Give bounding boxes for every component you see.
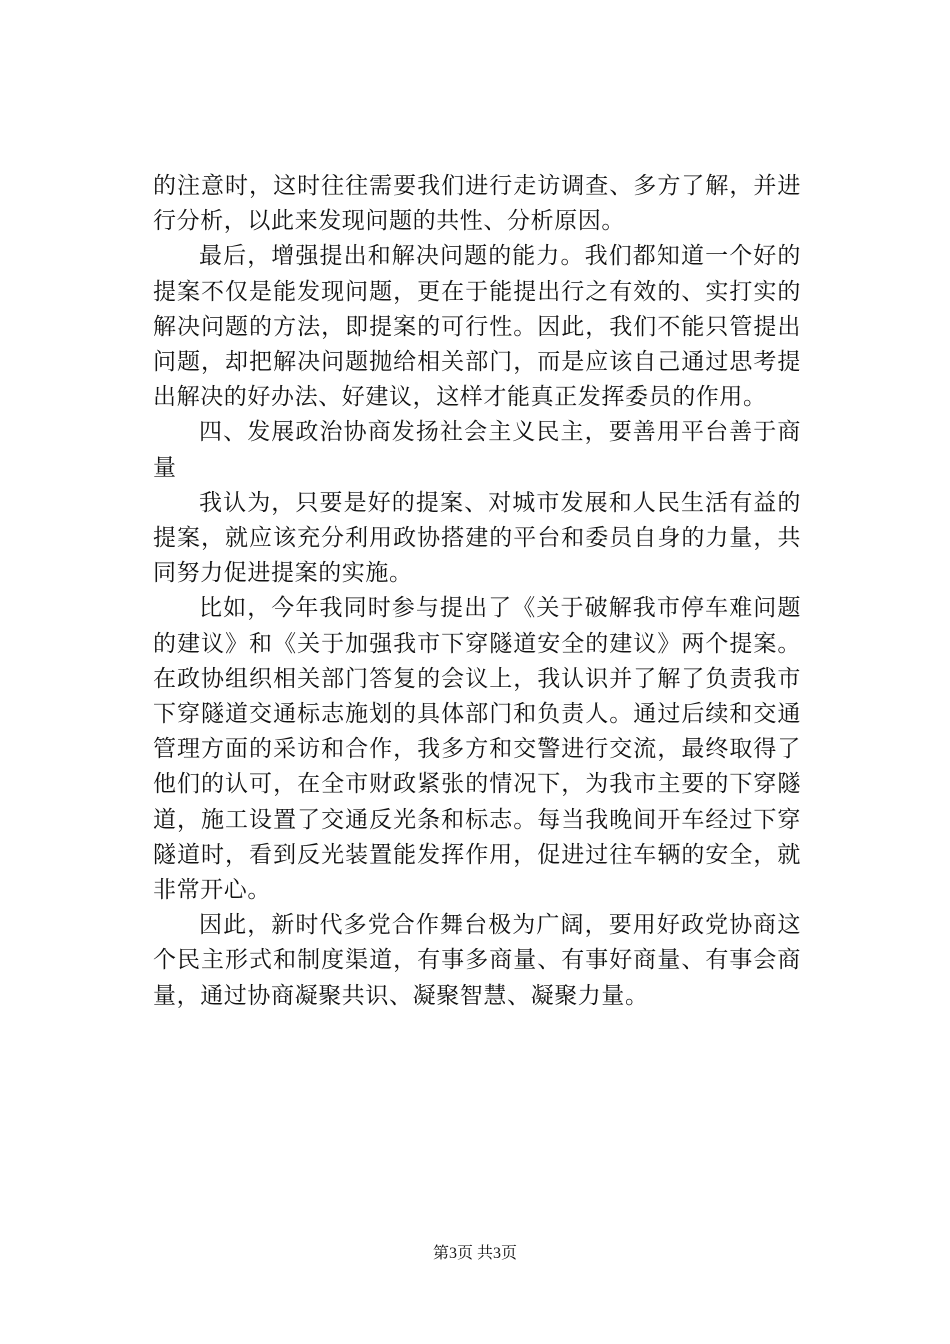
- document-body: [153, 169, 801, 1014]
- paragraph: 因此，新时代多党合作舞台极为广阔，要用好政党协商这个民主形式和制度渠道，有事多商量、有事好商量、有事会商量，通过协商凝聚共识、凝聚智慧、凝聚力量。: [153, 912, 801, 1009]
- section-heading: 四、发展政治协商发扬社会主义民主，要善用平台善于商量: [153, 419, 801, 481]
- paragraph: 我认为，只要是好的提案、对城市发展和人民生活有益的提案，就应该充分利用政协搭建的平台和委员自身的力量，共同努力促进提案的实施。: [153, 489, 801, 587]
- paragraph: 的注意时，这时往往需要我们进行走访调查、多方了解，并进行分析，以此来发现问题的共性、分析原因。: [153, 173, 801, 235]
- paragraph: 最后，增强提出和解决问题的能力。我们都知道一个好的提案不仅是能发现问题，更在于能提出行之有效的、实打实的解决问题的方法，即提案的可行性。因此，我们不能只管提出问题，却把解决问题抛给相关部门，而是应该自己通过思考提出解决的好办法、好建议，这样才能真正发挥委员的作用。: [153, 243, 801, 411]
- page-footer: 第3页 共3页: [432, 1245, 517, 1262]
- paragraph: 比如，今年我同时参与提出了《关于破解我市停车难问题的建议》和《关于加强我市下穿隧道安全的建议》两个提案。在政协组织相关部门答复的会议上，我认识并了解了负责我市下穿隧道交通标志施划的具体部门和负责人。通过后续和交通管理方面的采访和合作，我多方和交警进行交流，最终取得了他们的认可，在全市财政紧张的情况下，为我市主要的下穿隧道，施工设置了交通反光条和标志。每当我晚间开车经过下穿隧道时，看到反光装置能发挥作用，促进过往车辆的安全，就非常开心。: [153, 595, 801, 904]
